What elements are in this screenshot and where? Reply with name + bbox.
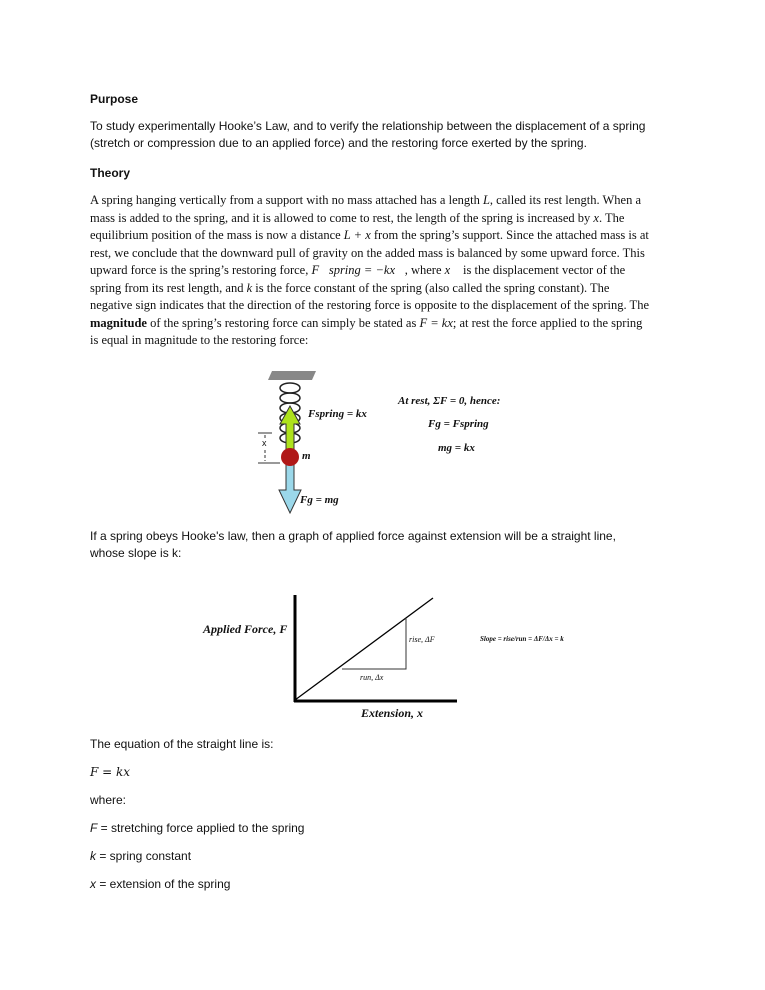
where-label: where: bbox=[90, 793, 127, 807]
equation-1: Fg = Fspring bbox=[428, 418, 489, 430]
text: is the displacement vector of the spring from its rest length, and bbox=[90, 263, 626, 295]
spring-force-arrow bbox=[280, 406, 300, 454]
spring-figure bbox=[250, 368, 550, 518]
spring-diagram bbox=[250, 368, 550, 518]
text: from the spring’s support. Since the attached mass is at rest, we conclude that the downward pull of gravity on the added mass is balanced by some upward force. This upward force is the spring’s restoring force, bbox=[90, 228, 649, 277]
purpose-text: To study experimentally Hooke’s Law, and to verify the relationship between the displacement of a spring (stretch or compression due to an applied force) and the restoring force exerted by the spring. bbox=[90, 119, 646, 150]
equation: F = kx bbox=[90, 765, 131, 779]
x-axis-label: Extension, x bbox=[361, 706, 424, 720]
slope-formula: Slope = rise/run = ΔF/Δx = k bbox=[480, 635, 564, 643]
description: = stretching force applied to the spring bbox=[97, 821, 305, 835]
text: . The equilibrium position of the mass is now a distance bbox=[90, 210, 625, 242]
x-label: x bbox=[262, 438, 267, 448]
gravity-label: Fg = mg bbox=[300, 494, 339, 506]
description: = extension of the spring bbox=[96, 877, 231, 891]
text: , called its rest length. When a mass is added to the spring, and it is allowed to come to rest, the length of the spring is increased by bbox=[90, 193, 642, 225]
symbol: F bbox=[90, 821, 98, 835]
purpose-heading: Purpose bbox=[90, 92, 139, 106]
text: of the spring’s restoring force can simply be stated as bbox=[146, 315, 420, 330]
run-label: run, Δx bbox=[360, 673, 384, 682]
gravity-arrow bbox=[279, 464, 301, 513]
mass-label: m bbox=[302, 450, 311, 462]
math: L bbox=[482, 193, 490, 207]
rise-label: rise, ΔF bbox=[409, 635, 435, 644]
math: x⃗ bbox=[444, 263, 460, 277]
at-rest-label: At rest, ΣF = 0, hence: bbox=[398, 395, 501, 407]
def-x bbox=[90, 876, 650, 893]
def-F bbox=[90, 820, 650, 837]
def-k bbox=[90, 848, 650, 865]
hooke-text: If a spring obeys Hooke's law, then a graph of applied force against extension will be a straight line, whose slope is k: bbox=[90, 529, 616, 560]
description: = spring constant bbox=[96, 849, 192, 863]
text: magnitude bbox=[90, 315, 147, 330]
text: A spring hanging vertically from a support with no mass attached has a length bbox=[90, 193, 483, 207]
symbol: k bbox=[90, 849, 96, 863]
theory-heading: Theory bbox=[90, 166, 131, 180]
math: k bbox=[246, 280, 253, 295]
spring-force-label: Fspring = kx bbox=[308, 408, 367, 420]
equation-2: mg = kx bbox=[438, 442, 475, 454]
math: F⃗spring = −kx⃗ bbox=[311, 263, 405, 277]
math: x bbox=[593, 210, 599, 225]
mass-ball bbox=[281, 448, 299, 466]
force-extension-graph bbox=[195, 590, 615, 730]
math: L + x bbox=[343, 228, 371, 242]
theory-text bbox=[90, 192, 650, 350]
equation-intro: The equation of the straight line is: bbox=[90, 737, 274, 751]
text: ; at rest the force applied to the spring is equal in magnitude to the restoring force: bbox=[90, 315, 643, 347]
support bbox=[268, 371, 316, 380]
text: , where bbox=[404, 263, 445, 277]
symbol: x bbox=[90, 877, 96, 891]
line-F-kx bbox=[295, 598, 433, 700]
math: kx bbox=[441, 315, 453, 330]
y-axis-label: Applied Force, F bbox=[203, 622, 288, 636]
text: is the force constant of the spring (also called the spring constant). The negative sign indicates that the direction of the restoring force is opposite to the displacement of the spring. The bbox=[90, 280, 649, 312]
math: F = bbox=[419, 315, 439, 330]
